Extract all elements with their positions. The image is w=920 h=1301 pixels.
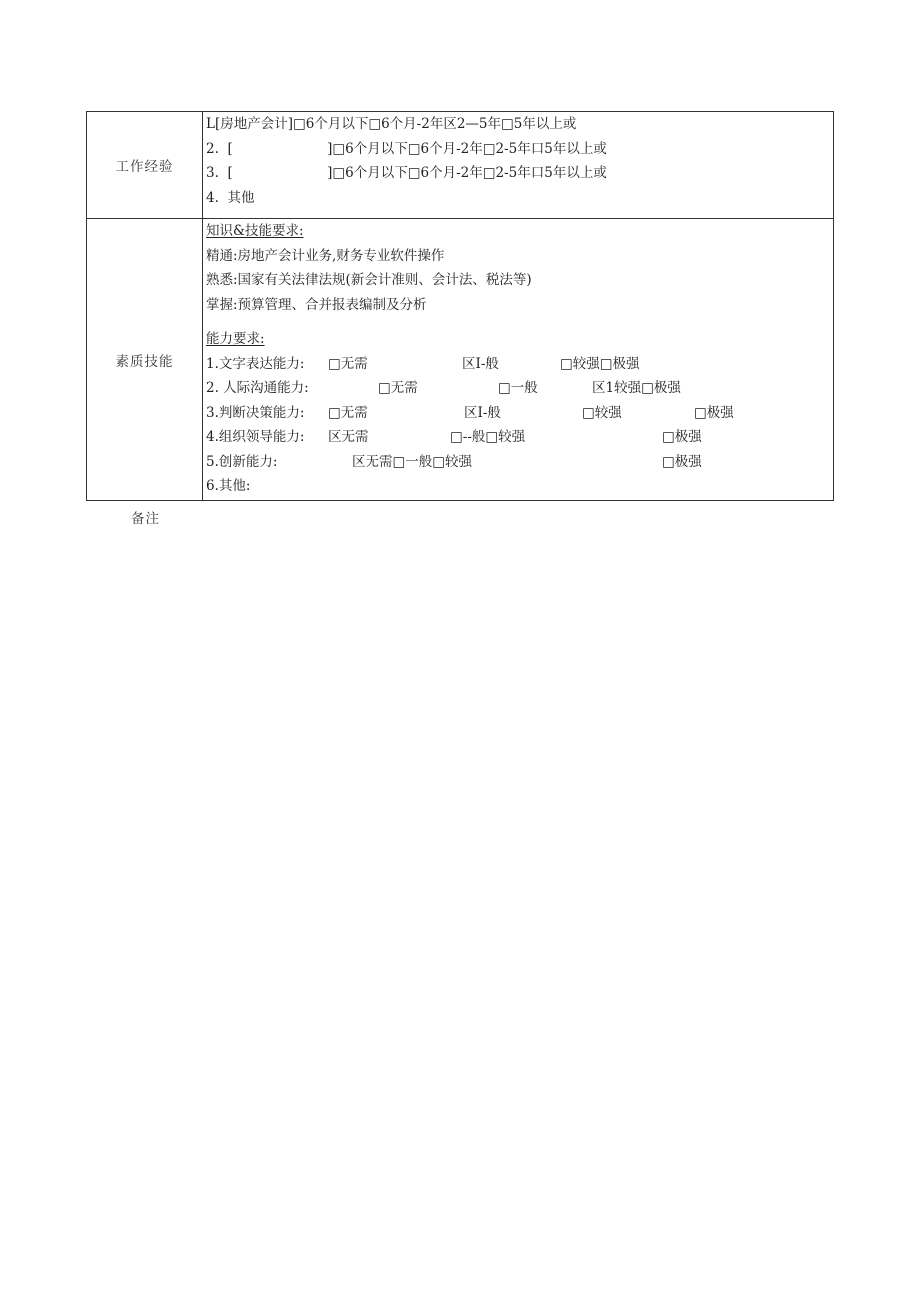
ability-option: 区1较强□极强	[592, 380, 681, 396]
ability-other: 6.其他:	[206, 478, 251, 494]
ability-name-innovation: 5.创新能力:	[206, 453, 278, 470]
ability-row-innovation	[206, 450, 833, 475]
experience-line-1: L[房地产会计]□6个月以下□6个月-2年区2—5年□5年以上或	[206, 116, 577, 132]
remark-label: 备注	[131, 511, 160, 527]
ability-row-writing	[206, 352, 833, 377]
ability-option: □极强	[662, 453, 702, 470]
ability-option: 区无需	[328, 429, 369, 445]
ability-row-leadership	[206, 425, 833, 450]
quality-skills-row	[87, 219, 834, 501]
ability-option: □较强	[582, 404, 622, 421]
ability-option: □无需	[378, 380, 418, 396]
ability-option: □极强	[662, 429, 702, 445]
ability-row-communication	[206, 376, 833, 401]
ability-option: □极强	[694, 404, 734, 421]
ability-option: □无需	[328, 404, 368, 421]
work-experience-row	[87, 112, 834, 219]
ability-option: □无需	[328, 355, 368, 372]
ability-heading: 能力要求:	[206, 331, 265, 347]
ability-name-communication: 2. 人际沟通能力:	[206, 380, 309, 396]
ability-name-decision: 3.判断决策能力:	[206, 404, 305, 421]
knowledge-heading: 知识&技能要求:	[206, 223, 304, 239]
work-experience-label: 工作经验	[87, 112, 203, 219]
experience-line-2: 2. [ ]□6个月以下□6个月-2年□2-5年口5年以上或	[206, 140, 607, 157]
knowledge-line-familiar: 熟悉:国家有关法律法规(新会计准则、会计法、税法等)	[206, 272, 532, 288]
ability-option: □较强□极强	[560, 355, 640, 372]
ability-option: 区I-般	[462, 355, 499, 372]
ability-option: □一般	[498, 380, 538, 396]
experience-line-3: 3. [ ]□6个月以下□6个月-2年□2-5年口5年以上或	[206, 165, 607, 181]
quality-skills-content	[203, 219, 834, 501]
experience-line-4: 4. 其他	[206, 189, 255, 206]
quality-skills-label: 素质技能	[87, 219, 203, 501]
ability-option: □--般□较强	[450, 429, 526, 445]
knowledge-line-proficient: 精通:房地产会计业务,财务专业软件操作	[206, 247, 445, 264]
knowledge-line-master: 掌握:预算管理、合并报表编制及分析	[206, 296, 427, 313]
work-experience-content	[203, 112, 834, 219]
ability-option: 区I-般	[464, 404, 501, 421]
requirements-table	[86, 111, 834, 501]
ability-name-writing: 1.文字表达能力:	[206, 355, 305, 372]
ability-row-decision	[206, 401, 833, 426]
ability-name-leadership: 4.组织领导能力:	[206, 429, 305, 445]
ability-option: 区无需□一般□较强	[352, 453, 473, 470]
